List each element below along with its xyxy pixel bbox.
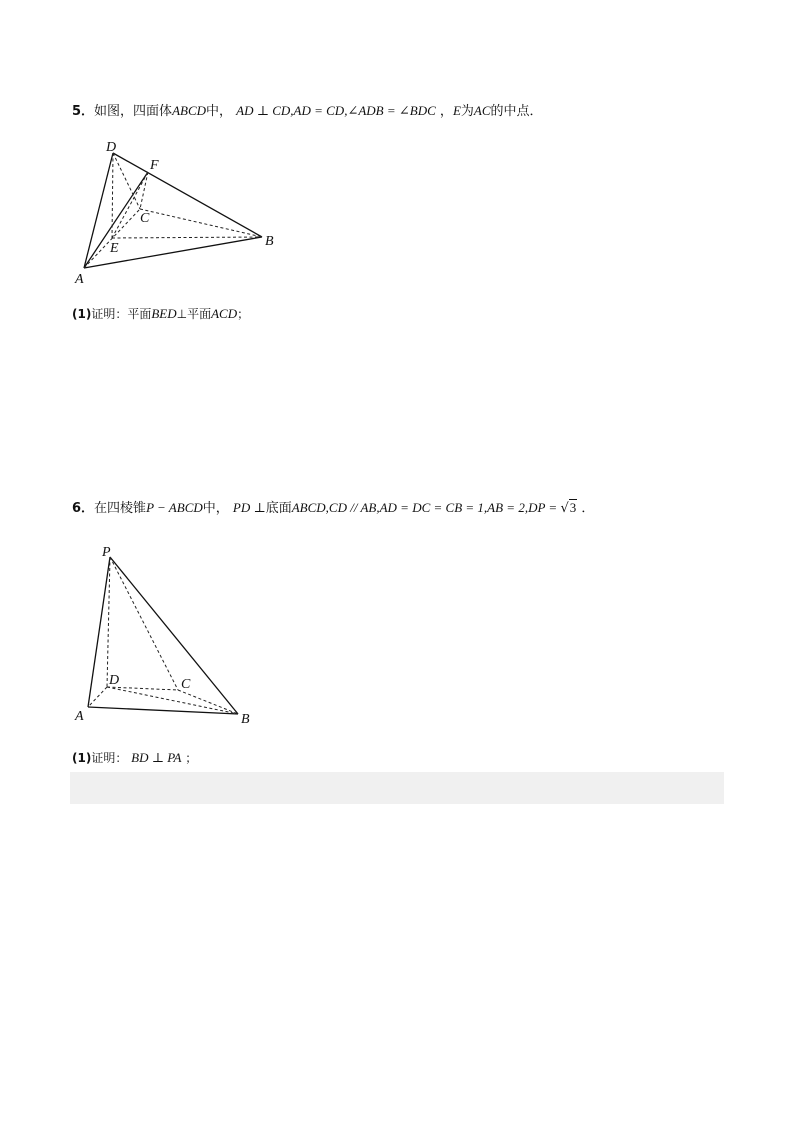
q5-math-e: E bbox=[452, 103, 461, 118]
q6-math-pyramid: P − ABCD bbox=[146, 500, 203, 515]
q6-part1-math: BD ⊥ PA bbox=[131, 750, 182, 765]
q5-part1-math-acd: ACD bbox=[211, 306, 238, 321]
q5-label-f: F bbox=[150, 158, 159, 173]
q5-label-e: E bbox=[110, 241, 119, 256]
q5-text-d: 为 bbox=[460, 104, 474, 119]
q5-math-ac: AC bbox=[473, 103, 491, 118]
q6-edge-ab bbox=[88, 707, 238, 714]
q5-text-b: 中， bbox=[206, 104, 233, 119]
q6-text-b: 中， bbox=[202, 501, 229, 516]
q6-text-a: 在四棱锥 bbox=[94, 501, 147, 516]
q5-label-d: D bbox=[106, 140, 117, 155]
q5-text-e: 的中点． bbox=[490, 104, 543, 119]
q5-part1-math-bed: BED bbox=[151, 306, 177, 321]
question-5-number: 5． bbox=[72, 104, 95, 119]
q5-label-c: C bbox=[140, 211, 150, 226]
answer-area[interactable] bbox=[70, 772, 724, 804]
q6-part1-tag: (1) bbox=[72, 751, 92, 765]
q5-text-c: ， bbox=[439, 104, 453, 119]
q6-edge-pb bbox=[110, 557, 238, 714]
q5-math-conditions: AD ⊥ CD,AD = CD,∠ADB = ∠BDC bbox=[236, 103, 436, 118]
q5-math-tetrahedron: ABCD bbox=[172, 103, 207, 118]
q5-text-a: 如图，四面体 bbox=[94, 104, 173, 119]
q6-label-p: P bbox=[102, 545, 111, 560]
q5-part1-tag: (1) bbox=[72, 307, 92, 321]
q6-part1-text-b: ； bbox=[185, 751, 198, 765]
q6-hidden-db bbox=[107, 687, 238, 714]
q6-label-a: A bbox=[75, 709, 84, 724]
q6-label-d: D bbox=[109, 673, 120, 688]
question-6-number: 6． bbox=[72, 501, 95, 516]
q6-label-b: B bbox=[241, 712, 250, 727]
q5-label-b: B bbox=[265, 234, 274, 249]
q6-hidden-pc bbox=[110, 557, 178, 690]
q6-sqrt: √3 bbox=[560, 500, 577, 516]
q6-text-c: 底面 bbox=[265, 501, 292, 516]
q6-sqrt-arg: 3 bbox=[569, 500, 577, 515]
q6-label-c: C bbox=[181, 677, 191, 692]
q6-math-pd-perp: PD ⊥ bbox=[232, 500, 266, 515]
q5-part1-text-b: ⊥平面 bbox=[176, 307, 212, 321]
q6-math-conditions: ABCD,CD // AB,AD = DC = CB = 1,AB = 2,DP = bbox=[291, 500, 561, 515]
q5-part1-text-c: ； bbox=[237, 307, 250, 321]
q6-part1-text-a: 证明： bbox=[91, 751, 128, 765]
q5-label-a: A bbox=[75, 272, 84, 287]
q5-part1-text-a: 证明：平面 bbox=[91, 307, 152, 321]
q6-part1 bbox=[72, 749, 197, 766]
q6-text-d: ． bbox=[581, 501, 595, 516]
